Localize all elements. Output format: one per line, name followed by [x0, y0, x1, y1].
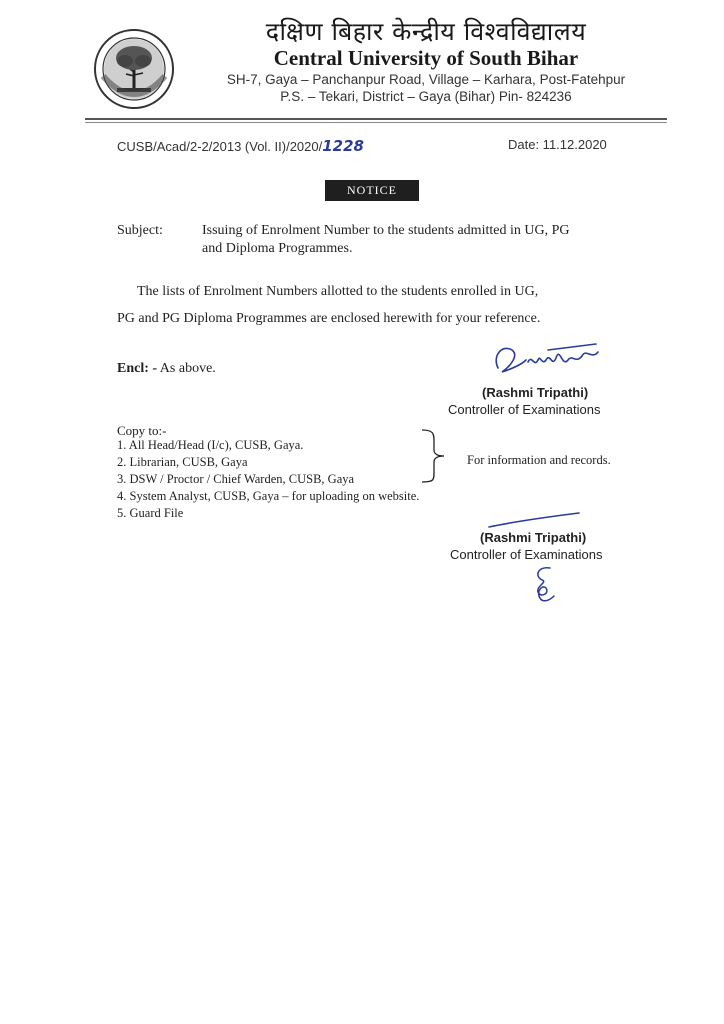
signatory-1-name: (Rashmi Tripathi) — [482, 385, 589, 400]
university-name-english: Central University of South Bihar — [273, 46, 579, 70]
subject-block — [117, 222, 637, 258]
signature-1-icon — [488, 338, 610, 382]
address-line-1: SH-7, Gaya – Panchanpur Road, Village – Karhara, Post-Fatehpur — [226, 72, 626, 87]
notice-date: Date: 11.12.2020 — [508, 137, 607, 152]
subject-line-1: Issuing of Enrolment Number to the students admitted in UG, PG — [202, 223, 570, 238]
notice-heading: NOTICE — [325, 180, 419, 201]
signatory-2-designation: Controller of Examinations — [450, 547, 603, 562]
body-line-1: The lists of Enrolment Numbers allotted to the students enrolled in UG, — [137, 284, 539, 299]
enclosure-line — [117, 361, 216, 377]
subject-label: Subject: — [117, 223, 163, 238]
list-item: 3. DSW / Proctor / Chief Warden, CUSB, Gaya — [117, 472, 355, 486]
brace-note: For information and records. — [467, 453, 611, 467]
header-divider — [85, 118, 667, 120]
list-item: 5. Guard File — [117, 506, 184, 520]
reference-number-handwritten: 1228 — [322, 137, 364, 155]
signatory-2-name: (Rashmi Tripathi) — [480, 530, 587, 545]
reference-number-prefix: CUSB/Acad/2-2/2013 (Vol. II)/2020/ — [117, 139, 323, 154]
university-name-hindi: दक्षिण बिहार केन्द्रीय विश्वविद्यालय — [265, 17, 587, 46]
body-line-2: PG and PG Diploma Programmes are enclosed herewith for your reference. — [117, 311, 541, 326]
subject-line-2: and Diploma Programmes. — [202, 241, 353, 256]
enclosure-label: Encl: - — [117, 361, 158, 376]
address-line-2: P.S. – Tekari, District – Gaya (Bihar) Pin- 824236 — [280, 89, 572, 104]
copy-to-heading: Copy to:- — [117, 423, 167, 438]
list-item: 1. All Head/Head (I/c), CUSB, Gaya. — [117, 438, 304, 452]
enclosure-text: As above. — [159, 361, 216, 376]
signatory-1-designation: Controller of Examinations — [448, 402, 601, 417]
list-item: 4. System Analyst, CUSB, Gaya – for uploading on website. — [117, 489, 420, 503]
reference-number — [117, 137, 364, 155]
right-brace-icon — [420, 428, 448, 484]
copy-to-list — [117, 437, 419, 522]
header-divider-thin — [85, 122, 667, 123]
signature-2-icon — [487, 511, 582, 529]
list-item: 2. Librarian, CUSB, Gaya — [117, 455, 248, 469]
body-paragraph — [117, 278, 637, 332]
university-seal-icon — [93, 28, 175, 110]
handwritten-initials-icon — [528, 564, 562, 606]
